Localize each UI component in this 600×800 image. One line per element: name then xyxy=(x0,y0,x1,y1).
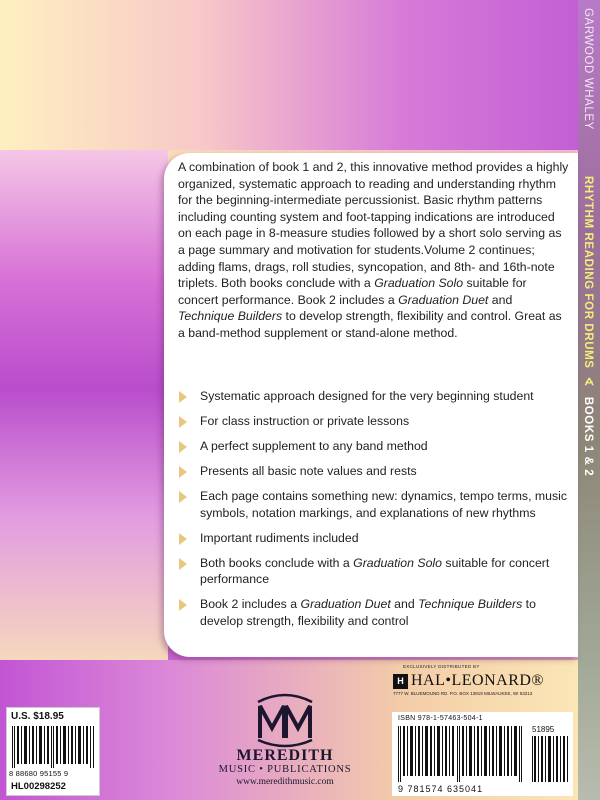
product-code: HL00298252 xyxy=(11,781,66,792)
bullet-icon xyxy=(179,441,187,453)
isbn-number: ISBN 978-1-57463-504-1 xyxy=(398,715,483,722)
bullet-icon xyxy=(179,391,187,403)
bullet-icon xyxy=(179,558,187,570)
bullet-icon xyxy=(179,416,187,428)
hal-leonard-icon: H xyxy=(393,674,408,689)
list-item: Each page contains something new: dynamics, tempo terms, music symbols, notation markings, and explanations of new rhythms xyxy=(178,488,570,521)
spine-mark: ∢ xyxy=(582,376,594,387)
price-code: 51895 xyxy=(532,725,555,734)
distributor-address: 7777 W. BLUEMOUND RD. P.O. BOX 13819 MILWAUKEE, WI 53213 xyxy=(393,691,533,696)
list-item: Both books conclude with a Graduation Solo suitable for concert performance xyxy=(178,555,570,588)
isbn-barcode-box xyxy=(392,712,573,796)
publisher-subtitle: MUSIC • PUBLICATIONS xyxy=(218,764,352,775)
distributor-block xyxy=(393,664,573,708)
description-panel xyxy=(164,153,578,657)
bullet-icon xyxy=(179,533,187,545)
list-item: A perfect supplement to any band method xyxy=(178,438,570,455)
spine-title: RHYTHM READING FOR DRUMS xyxy=(582,175,594,369)
list-item: Important rudiments included xyxy=(178,530,570,547)
list-item: Book 2 includes a Graduation Duet and Technique Builders to develop strength, flexibility and control xyxy=(178,596,570,629)
price-label: U.S. $18.95 xyxy=(11,711,64,722)
list-item: Presents all basic note values and rests xyxy=(178,463,570,480)
distributor-label: EXCLUSIVELY DISTRIBUTED BY xyxy=(403,664,480,669)
upc-barcode xyxy=(11,726,95,768)
isbn-digits: 9 781574 635041 xyxy=(398,784,484,794)
publisher-url: www.meredithmusic.com xyxy=(236,777,334,787)
addon-barcode xyxy=(531,736,569,782)
bullet-icon xyxy=(179,491,187,503)
distributor-name: HAL•LEONARD® xyxy=(411,672,545,689)
isbn-barcode xyxy=(396,726,526,782)
background-top-band xyxy=(0,0,578,150)
bullet-icon xyxy=(179,466,187,478)
feature-list xyxy=(178,388,570,638)
upc-digits: 8 88680 95155 9 xyxy=(9,769,69,778)
publisher-block xyxy=(200,692,370,798)
spine-author: GARWOOD WHALEY xyxy=(582,8,594,130)
publisher-name: MEREDITH xyxy=(236,747,334,764)
bullet-icon xyxy=(179,599,187,611)
background-left-band xyxy=(0,150,168,680)
publisher-logo xyxy=(250,692,320,750)
spine-books: BOOKS 1 & 2 xyxy=(582,396,594,477)
description-text: A combination of book 1 and 2, this innovative method provides a highly organized, systematic approach to reading and understanding rhythm for the beginning-intermediate percussionist. Basic rhythm patterns including counting system and foot-tapping indications are introduced on each page in 8-measure studies followed by a short solo serving as a page summary and motivation for students.Volume 2 continues; adding flams, drags, roll studies, syncopation, and 8th- and 16th-note triplets. Both books conclude with a Graduation Solo suitable for concert performance. Book 2 includes a Graduation Duet and Technique Builders to develop strength, flexibility and control. Great as a band-method supplement or stand-alone method. xyxy=(178,160,569,340)
book-spine xyxy=(578,0,600,800)
list-item: Systematic approach designed for the very beginning student xyxy=(178,388,570,405)
price-sticker xyxy=(6,707,100,796)
list-item: For class instruction or private lessons xyxy=(178,413,570,430)
distributor-logo xyxy=(393,672,573,690)
spine-text xyxy=(582,8,596,476)
